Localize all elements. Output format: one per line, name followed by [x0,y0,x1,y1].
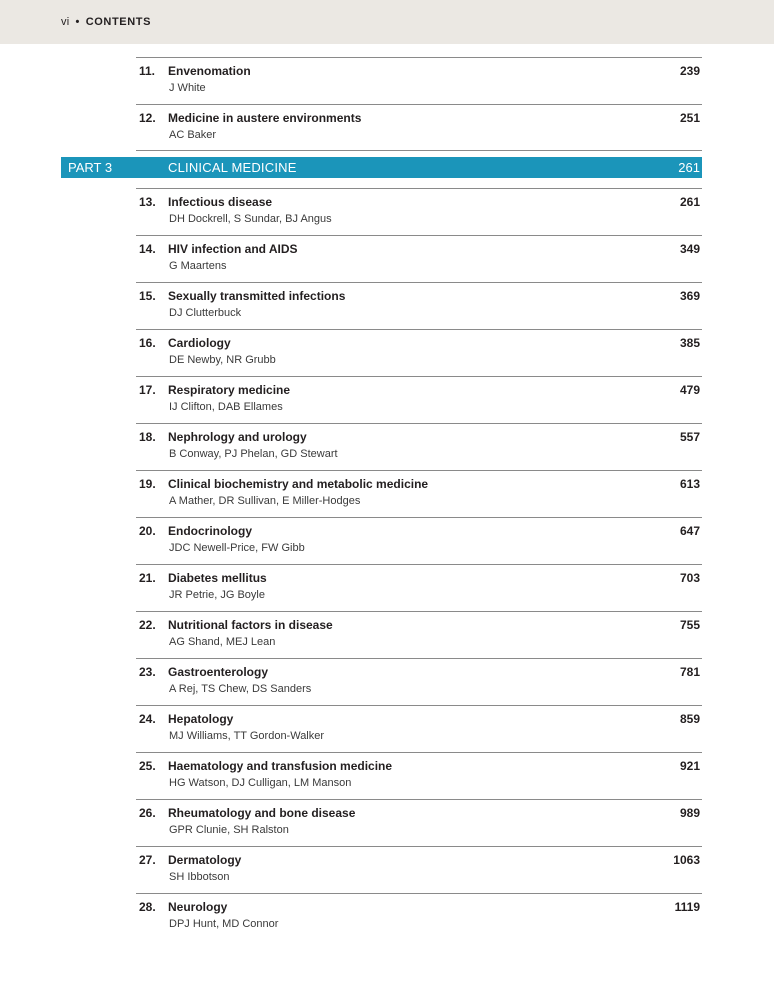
chapter-number: 24. [139,712,156,726]
part-banner[interactable] [61,157,702,178]
chapter-authors: JR Petrie, JG Boyle [169,589,265,601]
chapter-page-number: 261 [679,195,700,209]
toc-entry[interactable] [136,188,702,236]
chapter-page-number: 479 [679,383,700,397]
chapter-authors: DE Newby, NR Grubb [169,354,276,366]
chapter-title: Cardiology [168,336,231,350]
chapter-authors: AC Baker [169,129,217,141]
part-divider [136,150,702,151]
chapter-number: 28. [139,900,156,914]
chapter-number: 25. [139,759,156,773]
chapter-title: Nutritional factors in disease [168,618,333,632]
chapter-title: HIV infection and AIDS [168,242,298,256]
toc-entry[interactable] [136,104,702,152]
chapter-number: 26. [139,806,156,820]
running-head [61,16,151,28]
part-title: CLINICAL MEDICINE [168,160,297,175]
chapter-page-number: 1063 [673,853,700,867]
section-name: CONTENTS [85,16,152,28]
chapter-page-number: 251 [679,111,700,125]
chapter-title: Rheumatology and bone disease [168,806,356,820]
toc-entry[interactable] [136,235,702,283]
page-number: vi [61,16,70,28]
part-page-number: 261 [678,160,700,175]
chapter-authors: DJ Clutterbuck [169,307,242,319]
chapter-authors: J White [169,82,206,94]
chapter-title: Respiratory medicine [168,383,291,397]
chapter-authors: MJ Williams, TT Gordon-Walker [169,730,325,742]
page-header [0,0,774,44]
chapter-title: Medicine in austere environments [168,111,362,125]
chapter-title: Clinical biochemistry and metabolic medicine [168,477,429,491]
toc-entry[interactable] [136,470,702,518]
chapter-page-number: 755 [679,618,700,632]
toc-entry[interactable] [136,564,702,612]
chapter-number: 21. [139,571,156,585]
chapter-authors: GPR Clunie, SH Ralston [169,824,289,836]
chapter-number: 12. [139,111,156,125]
toc-entry[interactable] [136,517,702,565]
toc-entry[interactable] [136,329,702,377]
toc-entry[interactable] [136,376,702,424]
chapter-number: 16. [139,336,156,350]
chapter-authors: DPJ Hunt, MD Connor [169,918,279,930]
chapter-title: Sexually transmitted infections [168,289,346,303]
chapter-authors: G Maartens [169,260,227,272]
chapter-number: 19. [139,477,156,491]
chapter-page-number: 349 [679,242,700,256]
chapter-page-number: 385 [679,336,700,350]
chapter-page-number: 921 [679,759,700,773]
chapter-title: Dermatology [168,853,242,867]
chapter-number: 15. [139,289,156,303]
chapter-authors: JDC Newell-Price, FW Gibb [169,542,305,554]
chapter-number: 14. [139,242,156,256]
toc-entry[interactable] [136,423,702,471]
chapter-page-number: 781 [679,665,700,679]
chapter-page-number: 703 [679,571,700,585]
chapter-title: Gastroenterology [168,665,269,679]
chapter-authors: SH Ibbotson [169,871,230,883]
chapter-title: Haematology and transfusion medicine [168,759,393,773]
chapter-title: Endocrinology [168,524,252,538]
chapter-number: 22. [139,618,156,632]
chapter-number: 13. [139,195,156,209]
toc-entry[interactable] [136,846,702,894]
chapter-number: 11. [139,64,156,78]
chapter-title: Nephrology and urology [168,430,307,444]
toc-entry[interactable] [136,658,702,706]
chapter-page-number: 859 [679,712,700,726]
chapter-authors: AG Shand, MEJ Lean [169,636,276,648]
toc-entry[interactable] [136,282,702,330]
chapter-authors: IJ Clifton, DAB Ellames [169,401,283,413]
toc-entry[interactable] [136,57,702,105]
toc-entry[interactable] [136,611,702,659]
chapter-number: 27. [139,853,156,867]
chapter-authors: A Mather, DR Sullivan, E Miller-Hodges [169,495,361,507]
chapter-page-number: 239 [679,64,700,78]
toc-entry[interactable] [136,893,702,941]
chapter-authors: DH Dockrell, S Sundar, BJ Angus [169,213,332,225]
chapter-authors: HG Watson, DJ Culligan, LM Manson [169,777,352,789]
toc-entry[interactable] [136,799,702,847]
chapter-number: 20. [139,524,156,538]
chapter-page-number: 1119 [674,900,700,914]
chapter-page-number: 647 [679,524,700,538]
chapter-title: Envenomation [168,64,251,78]
chapter-number: 17. [139,383,156,397]
chapter-number: 23. [139,665,156,679]
toc-entry[interactable] [136,752,702,800]
chapter-page-number: 613 [679,477,700,491]
chapter-page-number: 557 [679,430,700,444]
chapter-number: 18. [139,430,156,444]
chapter-title: Diabetes mellitus [168,571,267,585]
chapter-title: Infectious disease [168,195,273,209]
chapter-page-number: 989 [679,806,700,820]
toc-entry[interactable] [136,705,702,753]
chapter-authors: A Rej, TS Chew, DS Sanders [169,683,312,695]
chapter-title: Neurology [168,900,228,914]
bullet-separator: • [75,16,80,28]
chapter-page-number: 369 [679,289,700,303]
part-label: PART 3 [68,160,113,175]
chapter-title: Hepatology [168,712,234,726]
chapter-authors: B Conway, PJ Phelan, GD Stewart [169,448,338,460]
